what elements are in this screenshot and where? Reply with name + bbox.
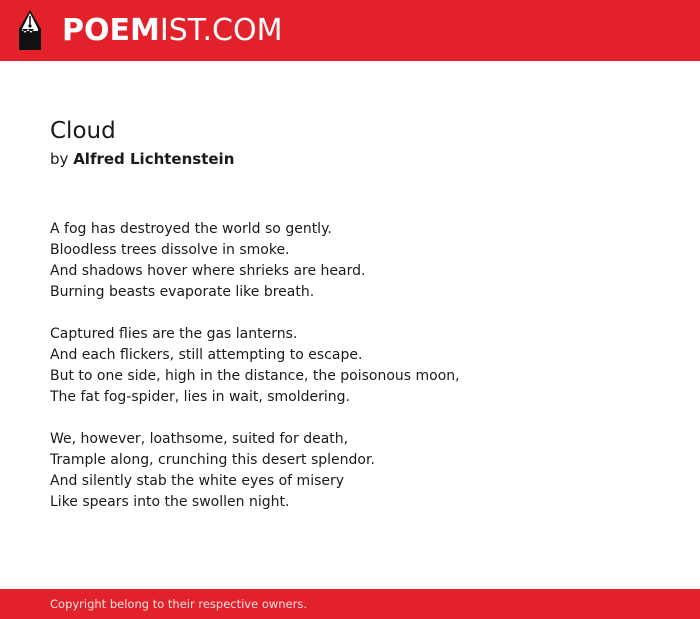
poem-body: [50, 219, 650, 534]
poem-line: And silently stab the white eyes of misery: [50, 473, 345, 489]
author-name: Alfred Lichtenstein: [73, 150, 235, 168]
by-label: by: [50, 150, 69, 168]
poem-line: We, however, loathsome, suited for death,: [50, 431, 349, 447]
poem-line: A fog has destroyed the world so gently.: [50, 221, 332, 237]
poem-line: Captured flies are the gas lanterns.: [50, 326, 298, 342]
poem-line: Like spears into the swollen night.: [50, 494, 290, 510]
poem-line: And each flickers, still attempting to escape.: [50, 347, 363, 363]
stanza: [50, 429, 650, 513]
poem-line: The fat fog-spider, lies in wait, smoldering.: [50, 389, 350, 405]
poem-line: And shadows hover where shrieks are heard.: [50, 263, 366, 279]
poem-line: Trample along, crunching this desert splendor.: [50, 452, 375, 468]
logo-brand-bold: POEM: [62, 13, 160, 48]
poem-title: Cloud: [50, 118, 116, 144]
pen-nib-icon: [17, 9, 43, 51]
byline: [50, 149, 234, 169]
poem-line: But to one side, high in the distance, the poisonous moon,: [50, 368, 460, 384]
logo-brand-light: IST.COM: [159, 13, 283, 48]
site-footer: [0, 589, 700, 619]
site-header: [0, 0, 700, 61]
poem-line: Burning beasts evaporate like breath.: [50, 284, 315, 300]
copyright-notice: Copyright belong to their respective owners.: [50, 597, 308, 611]
site-logo[interactable]: [62, 12, 282, 50]
stanza: [50, 219, 650, 303]
stanza: [50, 324, 650, 408]
poem-line: Bloodless trees dissolve in smoke.: [50, 242, 290, 258]
